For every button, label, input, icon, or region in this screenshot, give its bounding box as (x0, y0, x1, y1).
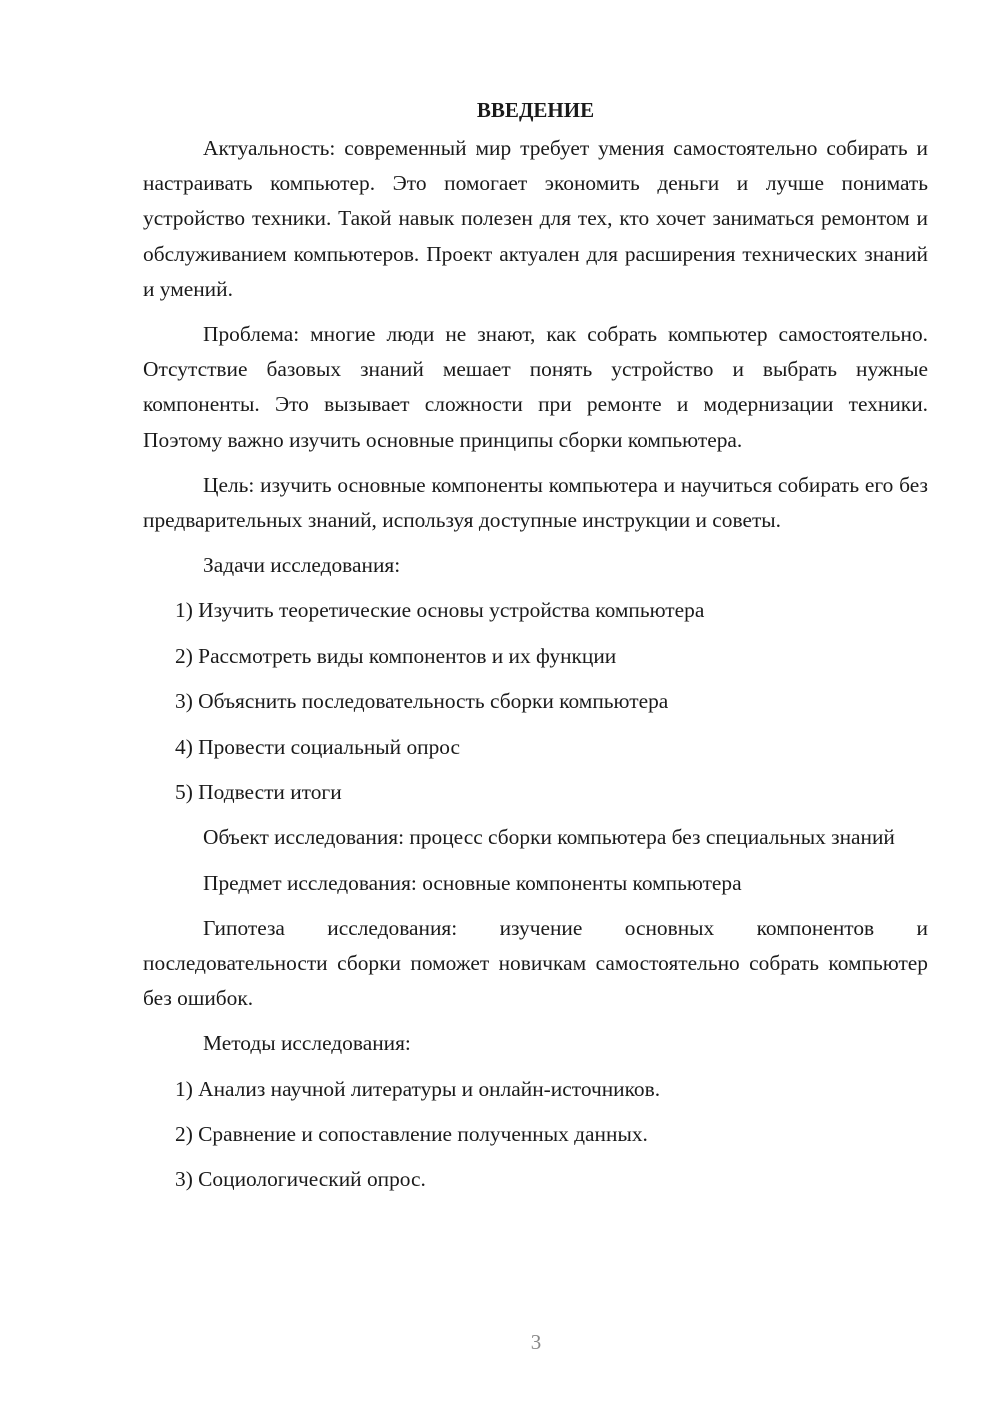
methods-list (143, 1072, 928, 1198)
page-number: 3 (530, 1330, 542, 1354)
page-title: ВВЕДЕНИЕ (476, 98, 595, 122)
list-item: 1) Изучить теоретические основы устройства компьютера (175, 598, 705, 623)
relevance-paragraph: Актуальность: современный мир требует умения самостоятельно собирать и настраивать компьютер. Это помогает экономить деньги и лучше понимать устройство техники. Такой навык полезен для тех, кто хочет заниматься ремонтом и обслуживанием компьютеров. Проект актуален для расширения технических знаний и умений. (143, 136, 928, 301)
list-item: 1) Анализ научной литературы и онлайн-источников. (175, 1076, 661, 1101)
tasks-list (143, 593, 928, 810)
list-item: 3) Социологический опрос. (175, 1167, 426, 1192)
list-item: 2) Сравнение и сопоставление полученных данных. (175, 1122, 648, 1146)
object-paragraph: Объект исследования: процесс сборки компьютера без специальных знаний (203, 825, 895, 850)
problem-paragraph: Проблема: многие люди не знают, как собрать компьютер самостоятельно. Отсутствие базовых знаний мешает понять устройство и выбрать нужные компоненты. Это вызывает сложности при ремонте и модернизации техники. Поэтому важно изучить основные принципы сборки компьютера. (143, 322, 928, 452)
list-item: 4) Провести социальный опрос (175, 734, 461, 759)
list-item: 2) Рассмотреть виды компонентов и их функции (175, 643, 617, 668)
subject-paragraph: Предмет исследования: основные компоненты компьютера (203, 870, 742, 895)
methods-heading: Методы исследования: (203, 1031, 411, 1056)
document-page (143, 92, 928, 1208)
list-item: 3) Объяснить последовательность сборки компьютера (175, 689, 669, 714)
goal-paragraph: Цель: изучить основные компоненты компьютера и научиться собирать его без предварительных знаний, используя доступные инструкции и советы. (143, 472, 928, 533)
hypothesis-paragraph: Гипотеза исследования: изучение основных компонентов и последовательности сборки поможет новичкам самостоятельно собрать компьютер без ошибок. (143, 915, 928, 1011)
tasks-heading: Задачи исследования: (203, 553, 401, 578)
list-item: 5) Подвести итоги (175, 780, 342, 804)
